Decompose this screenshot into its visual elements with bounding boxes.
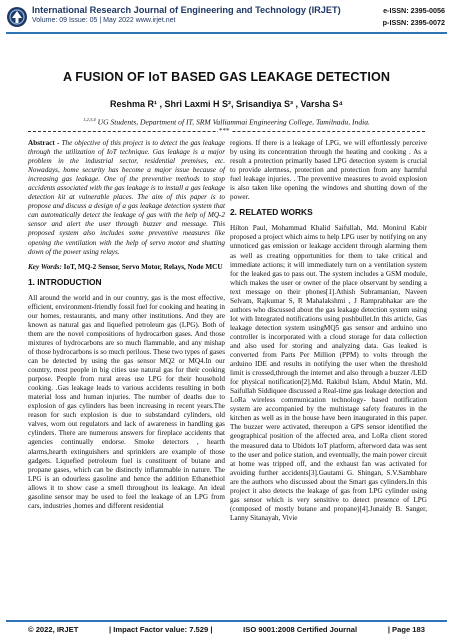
paper-title: A FUSION OF IoT BASED GAS LEAKAGE DETECTION	[62, 70, 391, 84]
keywords-label: Key Words:	[28, 262, 62, 271]
affiliation-superscript: 1,2,3,4	[83, 117, 96, 122]
footer-impact-factor: | Impact Factor value: 7.529 |	[109, 625, 213, 634]
footer-rule	[6, 620, 447, 622]
keywords-text: IoT, MQ-2 Sensor, Servo Motor, Relays, Node MCU	[61, 262, 223, 271]
e-issn: e-ISSN: 2395-0056	[383, 6, 445, 15]
journal-header	[0, 0, 453, 34]
related-works-paragraph: Hilton Paul, Mohammad Khalid Saifullah, Md. Monirul Kabir proposed a project which aims to help LPG user by notifying on any unnoticed gas emission or leakage accident through alarming them as well as creating opportunities for them to take critical and immediate actions; it will immediately turn on a ventilation system for the leaked gas to pass out. The system includes a GSM module, which makes the user or owner of the place observant by sending a text message on their phones[1].Athish Subramanian, Naveen Selvam, Rajkumar S, R Mahalakshmi , J Ramprabhakar are the authors who discussed about the gas leakage detection system using Iot with Integrated notifications using pushbullet.In this article, Gas leakage detection system usingMQ5 gas sensor and arduino uno controller is incorporated with a cloud storage for data collection and also used for storing and analyzing data. Gas leaked is converted from Parts Per Million (PPM) to volts through the arduino IDE and results in notifying the user when the threshold limit is crossed,through the internet and also through a buzzer /LED for physical notification[2].Md. Rakibul Islam, Abdul Matin, Md. Saifullah Siddiquee discussed a Real-time gas leakage detection and LoRa wireless communication technology- based notification system are accompanied by the multistage safety features in the kitchen as well as in the house have been inaugurated in this paper. The buzzer were activated, thereupon a GPS sensor identified the geographical position of the affected area, and LoRa client stored the measured data to Ubidots IoT platform, afterword data was sent to the user and police station, and eventually, the main power circuit at home was tripped off, and the exhaust fan was activated for avoiding further accidents[3].Gautami G. Shingan, S.V.Sambhare are the authors who discussed about the Smart gas cylinders.In this project it also detects the leakage of gas from LPG cylinder using gas sensor which is very sensitive to detect presence of LPG (composed of mostly butane and propane)[4].Junaidy B. Sanger, Lanny Sitanayah, Vivie	[230, 224, 427, 522]
footer-page-number: | Page 183	[387, 625, 425, 634]
journal-footer	[28, 625, 425, 634]
introduction-paragraph: All around the world and in our country, gas is the most effective, efficient, environment-friendly fossil fuel for cooking and heating in our homes, restaurants, and many other institutions. And they are known as natural gas and liquefied petroleum gas (LPG). Both of them are the novel compositions of hydrocarbon gases. And those mixtures of hydrocarbons are so much flammable, and any mishap of those hydrocarbons is so much perilous. These two types of gases can be detected by using the gas sensor MQ2 or MQ4.In our country, most people in big cities use natural gas for their cooking purpose. People from rural areas use LPG for their household cooking. .Gas leakage leads to various accidents resulting in both material loss and human injuries. The number of deaths due to explosion of gas cylinders has been increasing in recent years.The reason for such explosion is due to substandard cylinders, old valves, worn out regulators and lack of awareness in handling gas cylinders. There are numerous answers for fireplace accidents that agencies continually endorse. Smoke detectors , hearth alarms,hearth extinguishers and sprinklers are example of those gadgets. Liquefied petroleum fuel is constituent of butane and propane gases, which can be distinctly inflammable in nature. The LPG is an odourless gasoline and hence the addition Ethanethiol allows it to show case a smell throughout its leakage. An ideal gasoline sensor may be used to feel the leakage of an LPG from cars, industries ,homes and different residential	[28, 293, 225, 510]
header-rule	[6, 32, 447, 34]
section-heading-related-works: 2. RELATED WORKS	[230, 207, 313, 218]
irjet-logo-icon	[6, 6, 28, 28]
paper-authors: Reshma R¹ , Shri Laxmi H S², Srisandiya S³ , Varsha S⁴	[109, 99, 344, 109]
abstract-label: Abstract -	[28, 139, 60, 147]
section-heading-introduction: 1. INTRODUCTION	[28, 276, 102, 287]
journal-volume-issue: Volume: 09 Issue: 05 | May 2022 www.irjet.net	[32, 17, 176, 24]
paper-affiliation	[0, 117, 453, 127]
footer-copyright: © 2022, IRJET	[28, 625, 79, 634]
journal-name: International Research Journal of Engineering and Technology (IRJET)	[32, 5, 341, 15]
right-column	[230, 139, 427, 529]
introduction-continued: regions. If there is a leakage of LPG, we will effortlessly perceive by using its concentration through the heating and cooking . As a result a protection primarily based LPG detection system is crucial to provide alertness, protection and protection from any harmful fuel leakage injuries. . The preventive measures to avoid explosion is also taken like opening the windows and shutting down of the power.	[230, 139, 427, 202]
footer-iso: ISO 9001:2008 Certified Journal	[243, 625, 358, 634]
left-column	[28, 139, 225, 517]
keywords	[28, 263, 225, 272]
affiliation-text: UG Students, Department of IT, SRM Valliammai Engineering College, Tamilnadu, India.	[95, 117, 370, 127]
separator-stars: ***	[219, 127, 230, 135]
abstract	[28, 139, 225, 257]
p-issn: p-ISSN: 2395-0072	[382, 18, 445, 27]
abstract-text: The objective of this project is to detect the gas leakage through the utilization of IoT technique. Gas leakage is a major problem in the industrial sector, residential premises, etc. Nowadays, home security has become a major issue because of increasing gas leakage. One of the preventive methods to stop accidents associated with the gas leakage is to install a gas leakage detection kit at vulnerable places. The aim of this paper is to propose and discuss a design of a gas leakage detection system that can automatically detect the leakage of gas with the help of MQ-2 sensor and alert the user through buzzer and message. This proposed system also includes some preventive measures like opening the ventilation with the help of servo motor and shutting down of the power using relays.	[28, 139, 225, 256]
